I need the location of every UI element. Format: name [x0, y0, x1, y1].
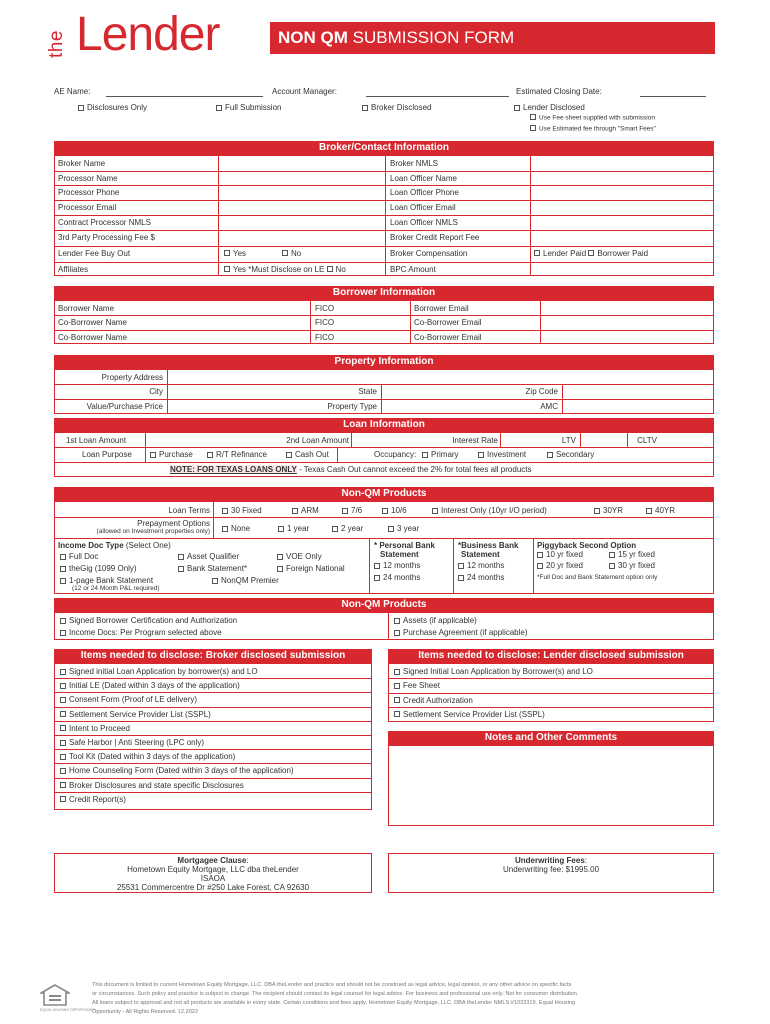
footer-l2: or circumstances. Such policy and practice is subject to change. The recipient should contact its legal counsel for legal advice. For business and professional use only. Not for consumer distribution.: [92, 991, 579, 997]
business-bank-label: *Business Bank: [458, 541, 519, 550]
checkbox[interactable]: [327, 266, 333, 272]
personal-bank-label2: Statement: [380, 550, 419, 559]
loan-term-option[interactable]: 40YR: [646, 506, 675, 515]
ltv-label: LTV: [561, 436, 576, 445]
texas-note-rest: - Texas Cash Out cannot exceed the 2% for total fees all products: [299, 465, 532, 474]
p2-item-2[interactable]: Assets (if applicable): [394, 616, 477, 625]
checkbox[interactable]: [60, 697, 66, 703]
broker-left-label: Lender Fee Buy Out: [58, 248, 131, 258]
checkbox[interactable]: [514, 105, 520, 111]
checkbox[interactable]: [382, 508, 388, 514]
checkbox[interactable]: [374, 575, 380, 581]
piggyback-label: Piggyback Second Option: [537, 541, 637, 550]
prepay-option[interactable]: 1 year: [278, 524, 309, 533]
occupancy-label: Occupancy:: [374, 450, 417, 459]
notes-header: Notes and Other Comments: [388, 731, 714, 746]
affiliates-options[interactable]: Yes *Must Disclose on LE No: [224, 265, 346, 274]
mortgagee-line2: ISAOA: [200, 874, 226, 883]
checkbox[interactable]: [278, 526, 284, 532]
footer-l4: Opportunity - All Rights Reserved. 12.2022: [92, 1009, 199, 1015]
lender-disclose-item[interactable]: Settlement Service Provider List (SSPL): [394, 710, 545, 719]
broker-right-label: Broker NMLS: [390, 159, 439, 168]
loan-term-option[interactable]: 30 Fixed: [222, 506, 262, 515]
p2-item-1[interactable]: Income Docs: Per Program selected above: [60, 628, 222, 637]
texas-note: [170, 465, 532, 474]
texas-note-bold: NOTE: FOR TEXAS LOANS ONLY: [170, 465, 297, 474]
footer-l3: All loans subject to approval and not all products are available in every state. Certain conditions and fees apply. Hometown Equity Mortgage, LLC. DBA theLender NMLS #1033319. Equal Housing: [92, 1000, 576, 1006]
fico-label: FICO: [315, 332, 335, 342]
business-bank-label2: Statement: [461, 550, 500, 559]
notes-area[interactable]: [388, 746, 714, 826]
loan-purpose-label: Loan Purpose: [82, 450, 132, 459]
mortgagee-line1: Hometown Equity Mortgage, LLC dba theLender: [127, 865, 299, 874]
footer-l1: This document is limited to current Hometown Equity Mortgage, LLC. DBA theLender and practice and should not be construed as legal advice, legal opinion, or any other advice on specific facts: [92, 982, 572, 988]
checkbox[interactable]: [394, 697, 400, 703]
opt-broker-disclosed[interactable]: Broker Disclosed: [362, 103, 431, 112]
checkbox[interactable]: [394, 711, 400, 717]
checkbox[interactable]: [60, 740, 66, 746]
occ-primary[interactable]: Primary: [422, 450, 459, 459]
second-loan-label: 2nd Loan Amount: [286, 436, 349, 445]
checkbox[interactable]: [609, 563, 615, 569]
broker-left-label: 3rd Party Processing Fee $: [58, 232, 155, 242]
checkbox[interactable]: [178, 554, 184, 560]
prepay-label: Prepayment Options: [137, 519, 210, 528]
checkbox[interactable]: [422, 452, 428, 458]
business-12[interactable]: 12 months: [458, 561, 504, 570]
loan-term-option[interactable]: 30YR: [594, 506, 623, 515]
borrower-table: [54, 301, 714, 344]
broker-right-label: Broker Compensation: [390, 248, 468, 258]
prepay-option[interactable]: 3 year: [388, 524, 419, 533]
occ-investment[interactable]: Investment: [478, 450, 526, 459]
loan-term-option[interactable]: 7/6: [342, 506, 362, 515]
income-doc-bold: Income Doc Type: [58, 541, 124, 550]
comp-options[interactable]: Lender Paid Borrower Paid: [534, 249, 648, 258]
checkbox[interactable]: [458, 563, 464, 569]
checkbox[interactable]: [478, 452, 484, 458]
checkbox[interactable]: [292, 508, 298, 514]
doc-onepage[interactable]: 1-page Bank Statement: [60, 576, 153, 585]
state-label: State: [358, 387, 377, 396]
checkbox[interactable]: [60, 754, 66, 760]
p2-item-0[interactable]: Signed Borrower Certification and Authorization: [60, 616, 237, 625]
borrower-name-label: Co-Borrower Name: [58, 332, 127, 342]
checkbox[interactable]: [530, 114, 536, 120]
account-manager-label: Account Manager:: [272, 87, 337, 96]
checkbox[interactable]: [212, 578, 218, 584]
amc-label: AMC: [540, 402, 558, 411]
broker-right-label: Loan Officer NMLS: [390, 217, 458, 227]
logo-the: the: [46, 30, 67, 58]
personal-24[interactable]: 24 months: [374, 573, 420, 582]
products2-header: Non-QM Products: [54, 598, 714, 613]
checkbox[interactable]: [224, 250, 230, 256]
piggy-note: *Full Doc and Bank Statement option only: [537, 574, 658, 581]
prepay-option[interactable]: None: [222, 524, 250, 533]
doc-voe[interactable]: VOE Only: [277, 552, 322, 561]
broker-disclose-item[interactable]: Settlement Service Provider List (SSPL): [60, 710, 211, 719]
opt-disclosures-only[interactable]: Disclosures Only: [78, 103, 147, 112]
checkbox[interactable]: [537, 563, 543, 569]
piggy-15[interactable]: 15 yr fixed: [609, 550, 655, 559]
broker-disclose-item[interactable]: Signed initial Loan Application by borrower(s) and LO: [60, 667, 258, 676]
city-label: City: [149, 387, 163, 396]
broker-right-label: BPC Amount: [390, 264, 436, 274]
borrower-name-label: Co-Borrower Name: [58, 318, 127, 328]
checkbox[interactable]: [60, 796, 66, 802]
pl-note: (12 or 24 Month P&L required): [72, 585, 160, 592]
property-header: Property Information: [54, 355, 714, 370]
broker-disclose-item[interactable]: Initial LE (Dated within 3 days of the application): [60, 681, 240, 690]
checkbox[interactable]: [394, 630, 400, 636]
first-loan-label: 1st Loan Amount: [66, 436, 127, 445]
opt-smart-fees[interactable]: Use Estimated fee through "Smart Fees": [530, 125, 656, 133]
broker-table: [54, 156, 714, 276]
checkbox[interactable]: [60, 768, 66, 774]
broker-left-label: Affiliates: [58, 264, 89, 274]
borrower-name-label: Borrower Name: [58, 304, 115, 313]
checkbox[interactable]: [178, 566, 184, 572]
loan-term-option[interactable]: 10/6: [382, 506, 407, 515]
checkbox[interactable]: [432, 508, 438, 514]
checkbox[interactable]: [594, 508, 600, 514]
fico-label: FICO: [315, 304, 335, 313]
closing-date-label: Estimated Closing Date:: [516, 87, 602, 96]
mortgagee-title: Mortgagee Clause:: [177, 856, 249, 865]
borrower-email-label: Co-Borrower Email: [414, 332, 482, 342]
lender-disclose-header: Items needed to disclose: Lender disclosed submission: [388, 649, 714, 664]
checkbox[interactable]: [282, 250, 288, 256]
checkbox[interactable]: [374, 563, 380, 569]
checkbox[interactable]: [60, 554, 66, 560]
uw-line1: Underwriting fee: $1995.00: [502, 865, 600, 874]
lender-disclose-item[interactable]: Credit Authorization: [394, 696, 473, 705]
broker-right-label: Loan Officer Email: [390, 203, 456, 213]
opt-lender-disclosed[interactable]: Lender Disclosed: [514, 103, 585, 112]
broker-disclose-item[interactable]: Safe Harbor | Anti Steering (LPC only): [60, 738, 204, 747]
checkbox[interactable]: [277, 566, 283, 572]
broker-disclose-item[interactable]: Consent Form (Proof of LE delivery): [60, 695, 197, 704]
title-banner: [270, 22, 715, 54]
loan-term-option[interactable]: Interest Only (10yr I/O period): [432, 506, 547, 515]
borrower-header: Borrower Information: [54, 286, 714, 301]
income-doc-title: [58, 541, 171, 550]
checkbox[interactable]: [277, 554, 283, 560]
checkbox[interactable]: [537, 552, 543, 558]
broker-left-label: Contract Processor NMLS: [58, 217, 151, 227]
checkbox[interactable]: [394, 683, 400, 689]
piggy-10[interactable]: 10 yr fixed: [537, 550, 583, 559]
checkbox[interactable]: [60, 618, 66, 624]
checkbox[interactable]: [222, 508, 228, 514]
prepay-sub: (allowed on Investment properties only): [96, 528, 210, 535]
purpose-cashout[interactable]: Cash Out: [286, 450, 329, 459]
broker-left-label: Processor Phone: [58, 188, 120, 198]
doc-foreign[interactable]: Foreign National: [277, 564, 345, 573]
checkbox[interactable]: [60, 669, 66, 675]
value-label: Value/Purchase Price: [86, 402, 163, 411]
interest-rate-label: Interest Rate: [452, 436, 498, 445]
checkbox[interactable]: [609, 552, 615, 558]
products-header: Non-QM Products: [54, 487, 714, 502]
checkbox[interactable]: [394, 618, 400, 624]
broker-disclose-header: Items needed to disclose: Broker disclosed submission: [54, 649, 372, 664]
checkbox[interactable]: [216, 105, 222, 111]
eho-text: EQUAL HOUSING OPPORTUNITY: [40, 1008, 96, 1012]
logo-lender: Lender: [76, 8, 220, 61]
title-bold: NON QM: [278, 28, 348, 47]
opt-full-submission[interactable]: Full Submission: [216, 103, 281, 112]
ae-name-line[interactable]: [106, 96, 263, 97]
occ-secondary[interactable]: Secondary: [547, 450, 594, 459]
account-manager-line[interactable]: [366, 96, 509, 97]
checkbox[interactable]: [207, 452, 213, 458]
purpose-rt[interactable]: R/T Refinance: [207, 450, 267, 459]
uw-title: Underwriting Fees:: [514, 856, 588, 865]
checkbox[interactable]: [547, 452, 553, 458]
checkbox[interactable]: [150, 452, 156, 458]
checkbox[interactable]: [394, 669, 400, 675]
business-24[interactable]: 24 months: [458, 573, 504, 582]
broker-disclose-item[interactable]: Credit Report(s): [60, 795, 126, 804]
checkbox[interactable]: [60, 566, 66, 572]
opt-fee-sheet[interactable]: Use Fee sheet supplied with submission: [530, 114, 655, 122]
checkbox[interactable]: [332, 526, 338, 532]
checkbox[interactable]: [646, 508, 652, 514]
personal-12[interactable]: 12 months: [374, 561, 420, 570]
broker-left-label: Processor Name: [58, 173, 118, 183]
loan-terms-label: Loan Terms: [168, 506, 210, 515]
borrower-email-label: Co-Borrower Email: [414, 318, 482, 328]
mortgagee-line3: 25531 Commercentre Dr #250 Lake Forest, CA 92630: [116, 883, 310, 892]
prepay-option[interactable]: 2 year: [332, 524, 363, 533]
property-address-label: Property Address: [101, 373, 163, 382]
lender-disclose-item[interactable]: Signed Initial Loan Application by Borrower(s) and LO: [394, 667, 593, 676]
fee-buyout-no[interactable]: No: [282, 249, 301, 258]
p2-item-3[interactable]: Purchase Agreement (if applicable): [394, 628, 528, 637]
broker-right-label: Broker Credit Report Fee: [390, 232, 480, 242]
broker-header: Broker/Contact Information: [54, 141, 714, 156]
checkbox[interactable]: [362, 105, 368, 111]
broker-left-label: Processor Email: [58, 203, 117, 213]
income-doc-rest: (Select One): [125, 541, 171, 550]
checkbox[interactable]: [60, 630, 66, 636]
loan-term-option[interactable]: ARM: [292, 506, 319, 515]
checkbox[interactable]: [534, 250, 540, 256]
loan-header: Loan Information: [54, 418, 714, 433]
purpose-purchase[interactable]: Purchase: [150, 450, 193, 459]
broker-disclose-item[interactable]: Broker Disclosures and state specific Disclosures: [60, 781, 244, 790]
checkbox[interactable]: [60, 782, 66, 788]
borrower-email-label: Borrower Email: [414, 304, 469, 313]
checkbox[interactable]: [388, 526, 394, 532]
property-type-label: Property Type: [327, 402, 377, 411]
equal-housing-icon: [40, 984, 96, 1012]
ae-name-label: AE Name:: [54, 87, 91, 96]
broker-disclose-item[interactable]: Intent to Proceed: [60, 724, 130, 733]
broker-disclose-item[interactable]: Tool Kit (Dated within 3 days of the application): [60, 752, 235, 761]
checkbox[interactable]: [286, 452, 292, 458]
broker-right-label: Loan Officer Phone: [390, 188, 459, 198]
doc-bank[interactable]: Bank Statement*: [178, 564, 247, 573]
checkbox[interactable]: [530, 125, 536, 131]
personal-bank-label: * Personal Bank: [374, 541, 435, 550]
broker-left-label: Broker Name: [58, 159, 106, 168]
checkbox[interactable]: [60, 683, 66, 689]
fee-buyout-yes[interactable]: Yes: [224, 249, 246, 258]
lender-disclose-item[interactable]: Fee Sheet: [394, 681, 440, 690]
broker-disclose-item[interactable]: Home Counseling Form (Dated within 3 days of the application): [60, 766, 294, 775]
checkbox[interactable]: [60, 578, 66, 584]
checkbox[interactable]: [342, 508, 348, 514]
checkbox[interactable]: [60, 725, 66, 731]
piggy-20[interactable]: 20 yr fixed: [537, 561, 583, 570]
checkbox[interactable]: [224, 266, 230, 272]
fico-label: FICO: [315, 318, 335, 328]
doc-full[interactable]: Full Doc: [60, 552, 98, 561]
doc-nonqm[interactable]: NonQM Premier: [212, 576, 279, 585]
checkbox[interactable]: [588, 250, 594, 256]
closing-date-line[interactable]: [640, 96, 706, 97]
zip-label: Zip Code: [525, 387, 558, 396]
doc-gig[interactable]: theGig (1099 Only): [60, 564, 137, 573]
piggy-30[interactable]: 30 yr fixed: [609, 561, 655, 570]
checkbox[interactable]: [78, 105, 84, 111]
title-rest: SUBMISSION FORM: [352, 28, 515, 47]
broker-right-label: Loan Officer Name: [390, 173, 457, 183]
doc-asset[interactable]: Asset Qualifier: [178, 552, 239, 561]
checkbox[interactable]: [222, 526, 228, 532]
checkbox[interactable]: [60, 711, 66, 717]
cltv-label: CLTV: [637, 436, 657, 445]
checkbox[interactable]: [458, 575, 464, 581]
